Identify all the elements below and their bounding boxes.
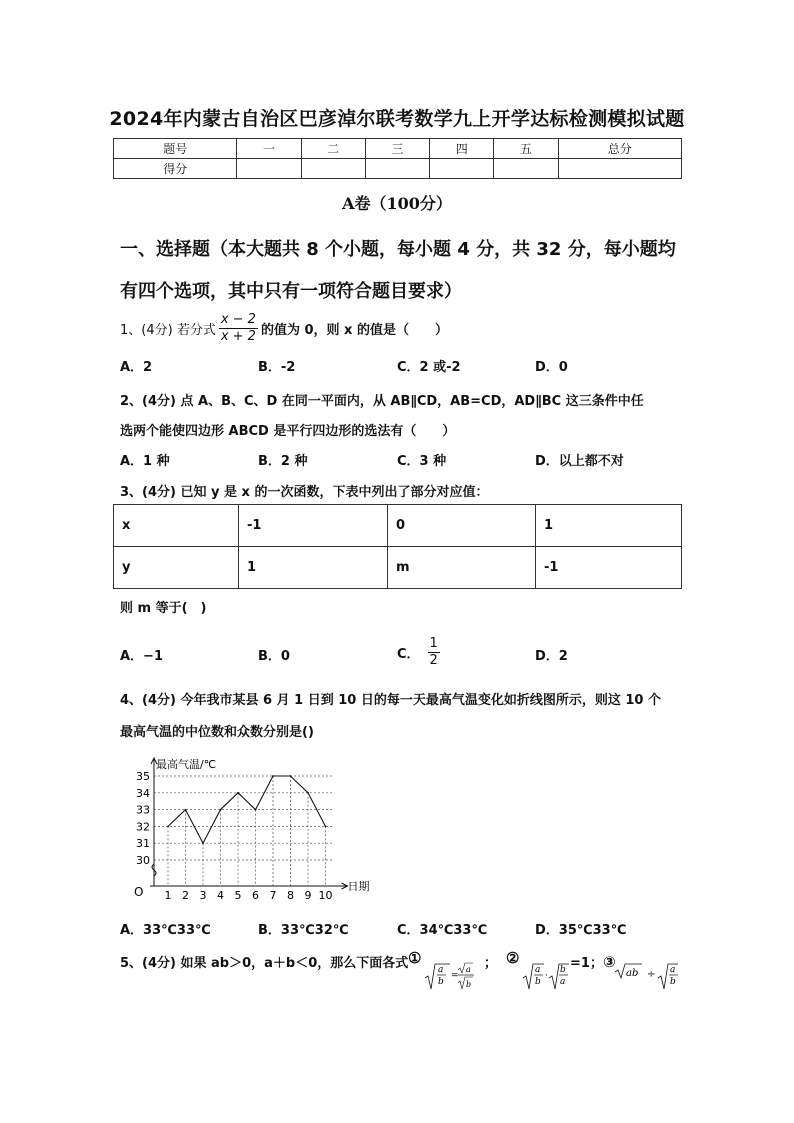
q5-e2-b2: b (560, 965, 566, 975)
q3-value-table (113, 504, 682, 589)
q2-line: 选两个能使四边形 ABCD 是平行四边形的选法有（ ） (120, 424, 456, 439)
score-header-cell: 三 (365, 139, 429, 159)
y-tick-label: 34 (136, 786, 150, 800)
q3-option-b[interactable]: B．0 (258, 649, 290, 664)
table-cell: y (114, 547, 239, 589)
q3-option-d[interactable]: D．2 (535, 649, 568, 664)
score-row-label: 得分 (114, 159, 237, 179)
table-cell: 1 (239, 547, 388, 589)
svg-text:·: · (545, 971, 548, 981)
y-tick-label: 33 (136, 803, 150, 817)
score-table (113, 138, 682, 179)
section-heading (120, 229, 690, 313)
x-tick-label: 6 (252, 889, 259, 902)
table-cell: 0 (388, 505, 536, 547)
q5-e1-b2: b (466, 980, 472, 989)
q5-sep: ； (484, 956, 498, 971)
y-tick-label: 32 (136, 820, 150, 834)
q3-option-a[interactable]: A．−1 (120, 649, 163, 664)
q3-option-c[interactable] (397, 632, 440, 672)
table-cell: -1 (536, 547, 682, 589)
score-table-header-row (114, 139, 682, 159)
q2-option-d[interactable]: D．以上都不对 (535, 454, 624, 469)
q5-expr2-tail (570, 952, 616, 971)
x-tick-label: 8 (287, 889, 294, 902)
score-cell[interactable] (237, 159, 301, 179)
q4-line: 4、(4分) 今年我市某县 6 月 1 日到 10 日的每一天最高气温变化如折线图所示，则这 10 个 (120, 693, 661, 708)
chart-title: 最高气温/℃ (156, 758, 217, 771)
score-header-cell: 一 (237, 139, 301, 159)
q5-mark-2-text: ② (506, 949, 520, 967)
score-header-cell: 总分 (558, 139, 681, 159)
q5-e3-b: b (670, 977, 676, 987)
q4-option-b[interactable]: B．33℃32℃ (258, 923, 349, 938)
data-point (220, 809, 222, 811)
q5-e2-a: a (535, 965, 541, 975)
score-header-cell: 四 (430, 139, 494, 159)
score-header-cell: 题号 (114, 139, 237, 159)
score-cell[interactable] (430, 159, 494, 179)
question-1 (120, 309, 448, 347)
q5-e2-b: b (535, 977, 541, 987)
q1-option-a[interactable]: A．2 (120, 360, 153, 375)
question-2 (120, 387, 690, 447)
q5-e1-a: a (438, 965, 444, 975)
q1-option-d[interactable]: D．0 (535, 360, 568, 375)
q4-option-a[interactable]: A．33℃33℃ (120, 923, 211, 938)
data-point (167, 826, 169, 828)
q4-option-c[interactable]: C．34℃33℃ (397, 923, 488, 938)
question-4 (120, 685, 690, 749)
data-point (272, 775, 274, 777)
table-cell: m (388, 547, 536, 589)
x-tick-label: 7 (269, 889, 277, 902)
data-point (290, 775, 292, 777)
q2-option-b[interactable]: B．2 种 (258, 454, 308, 469)
svg-text:÷: ÷ (647, 969, 656, 980)
table-row (114, 505, 682, 547)
x-tick-label: 3 (199, 889, 207, 902)
q1-option-c[interactable]: C．2 或-2 (397, 360, 461, 375)
question-5: 5、(4分) 如果 ab＞0，a＋b＜0，那么下面各式 (120, 956, 409, 971)
table-cell: 1 (536, 505, 682, 547)
q5-expr-1 (424, 962, 476, 992)
score-header-cell: 二 (301, 139, 365, 159)
table-cell: -1 (239, 505, 388, 547)
score-table-row (114, 159, 682, 179)
q2-line: 2、(4分) 点 A、B、C、D 在同一平面内，从 AB∥CD，AB=CD，AD∥BC 这三条件中任 (120, 394, 644, 409)
q1-option-b[interactable]: B．-2 (258, 360, 296, 375)
q5-mark-1-text: ① (408, 949, 422, 967)
x-tick-label: 10 (318, 889, 333, 902)
x-tick-label: 4 (217, 889, 224, 902)
section-heading-line: 有四个选项，其中只有一项符合题目要求） (120, 281, 462, 302)
q3-option-c-label: C． (397, 646, 420, 662)
q3-optc-den: 2 (429, 652, 438, 668)
q1-frac-den: x + 2 (220, 328, 256, 344)
q4-option-d[interactable]: D．35℃33℃ (535, 923, 627, 938)
y-tick-label: 30 (136, 854, 150, 867)
table-row (114, 547, 682, 589)
data-point (185, 809, 187, 811)
q5-mark-3-text: ③ (602, 953, 616, 971)
page-title: 2024年内蒙古自治区巴彦淖尔联考数学九上开学达标检测模拟试题 (109, 108, 685, 130)
data-point (237, 792, 239, 794)
q3-after: 则 m 等于( ) (120, 601, 207, 616)
q5-mark-2 (506, 948, 519, 967)
q1-fraction (219, 312, 258, 345)
score-header-cell: 五 (494, 139, 558, 159)
x-tick-label: 5 (234, 889, 242, 902)
data-point (202, 842, 204, 844)
question-3: 3、(4分) 已知 y 是 x 的一次函数，下表中列出了部分对应值： (120, 485, 489, 500)
data-point (307, 792, 309, 794)
q3-option-c-fraction (428, 636, 440, 669)
q2-option-a[interactable]: A．1 种 (120, 454, 170, 469)
x-tick-label: 2 (182, 889, 189, 902)
q1-suffix: 的值为 0，则 x 的值是（ ） (260, 322, 448, 338)
q2-option-c[interactable]: C．3 种 (397, 454, 447, 469)
q3-optc-num: 1 (429, 635, 438, 651)
q5-e1-b: b (438, 977, 444, 987)
x-tick-label: 9 (304, 889, 312, 902)
x-axis-label: 日期 (347, 880, 370, 893)
y-tick-label: 31 (136, 837, 150, 851)
temperature-line-chart (120, 752, 370, 912)
q1-prefix: 1、(4分) 若分式 (120, 322, 216, 338)
x-tick-label: 1 (164, 889, 172, 902)
q1-frac-num: x − 2 (220, 311, 256, 327)
score-cell[interactable] (558, 159, 681, 179)
q5-e3-ab: ab (626, 968, 639, 979)
score-cell[interactable] (494, 159, 558, 179)
q5-mark-1 (408, 948, 421, 967)
q5-e3-a: a (670, 965, 676, 975)
volume-heading: A卷（100分） (342, 194, 452, 213)
origin-label: O (134, 885, 144, 899)
score-cell[interactable] (301, 159, 365, 179)
table-cell: x (114, 505, 239, 547)
svg-text:=: = (451, 971, 459, 981)
y-tick-label: 35 (136, 770, 150, 783)
q5-e1-a2: a (466, 965, 471, 974)
q5-e2-a2: a (560, 977, 566, 987)
q5-expr-3 (614, 962, 680, 992)
q5-expr2-tail-text: =1； (570, 956, 603, 971)
score-cell[interactable] (365, 159, 429, 179)
q5-expr-2 (522, 962, 570, 992)
data-point (255, 809, 257, 811)
section-heading-line: 一、选择题（本大题共 8 个小题，每小题 4 分，共 32 分，每小题均 (120, 239, 676, 260)
data-point (325, 826, 327, 828)
q4-line: 最高气温的中位数和众数分别是() (120, 725, 314, 740)
